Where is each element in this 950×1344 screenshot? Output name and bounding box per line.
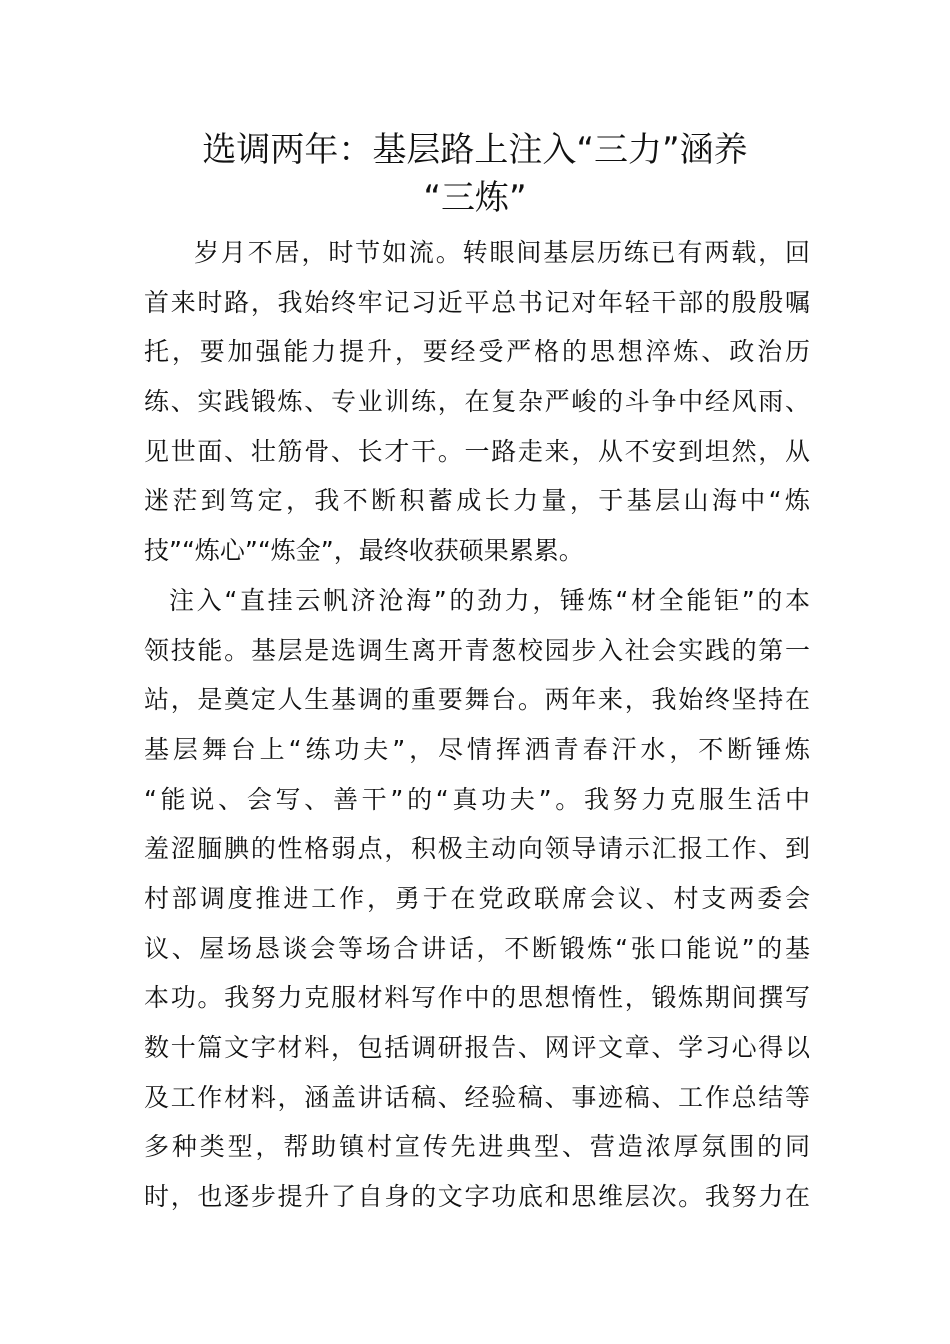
paragraph-line: “能说、会写、善干”的“真功夫”。我努力克服生活中	[144, 784, 810, 814]
paragraph-line: 站，是奠定人生基调的重要舞台。两年来，我始终坚持在	[144, 685, 810, 715]
paragraph-line: 及工作材料，涵盖讲话稿、经验稿、事迹稿、工作总结等	[144, 1082, 810, 1112]
paragraph-line: 议、屋场恳谈会等场合讲话，不断锻炼“张口能说”的基	[144, 933, 810, 963]
paragraph-line: 本功。我努力克服材料写作中的思想惰性，锻炼期间撰写	[144, 983, 810, 1013]
paragraph-line: 注入“直挂云帆济沧海”的劲力，锤炼“材全能钜”的本	[169, 585, 810, 615]
paragraph-line: 时，也逐步提升了自身的文字功底和思维层次。我努力在	[144, 1182, 810, 1212]
paragraph-line: 多种类型，帮助镇村宣传先进典型、营造浓厚氛围的同	[144, 1132, 810, 1162]
paragraph-line: 领技能。基层是选调生离开青葱校园步入社会实践的第一	[144, 635, 810, 665]
paragraph-line: 岁月不居，时节如流。转眼间基层历练已有两载，回	[194, 238, 810, 267]
title-line-1: 选调两年：基层路上注入“三力”涵养	[202, 130, 748, 170]
paragraph-line: 托，要加强能力提升，要经受严格的思想淬炼、政治历	[144, 337, 810, 367]
paragraph-line: 技”“炼心”“炼金”，最终收获硕果累累。	[144, 536, 584, 566]
paragraph-line: 首来时路，我始终牢记习近平总书记对年轻干部的殷殷嘱	[144, 287, 810, 317]
paragraph-line: 村部调度推进工作，勇于在党政联席会议、村支两委会	[144, 883, 810, 913]
paragraph-line: 见世面、壮筋骨、长才干。一路走来，从不安到坦然，从	[144, 436, 810, 466]
paragraph-line: 练、实践锻炼、专业训练，在复杂严峻的斗争中经风雨、	[144, 387, 810, 417]
paragraph-line: 基层舞台上“练功夫”，尽情挥洒青春汗水，不断锤炼	[144, 734, 810, 764]
paragraph-line: 数十篇文字材料，包括调研报告、网评文章、学习心得以	[144, 1033, 810, 1062]
paragraph-line: 羞涩腼腆的性格弱点，积极主动向领导请示汇报工作、到	[144, 834, 810, 864]
document-body	[144, 228, 810, 1222]
paragraph-line: 迷茫到笃定，我不断积蓄成长力量，于基层山海中“炼	[144, 486, 810, 516]
title-line-2: “三炼”	[423, 178, 527, 218]
document-title	[140, 126, 810, 222]
